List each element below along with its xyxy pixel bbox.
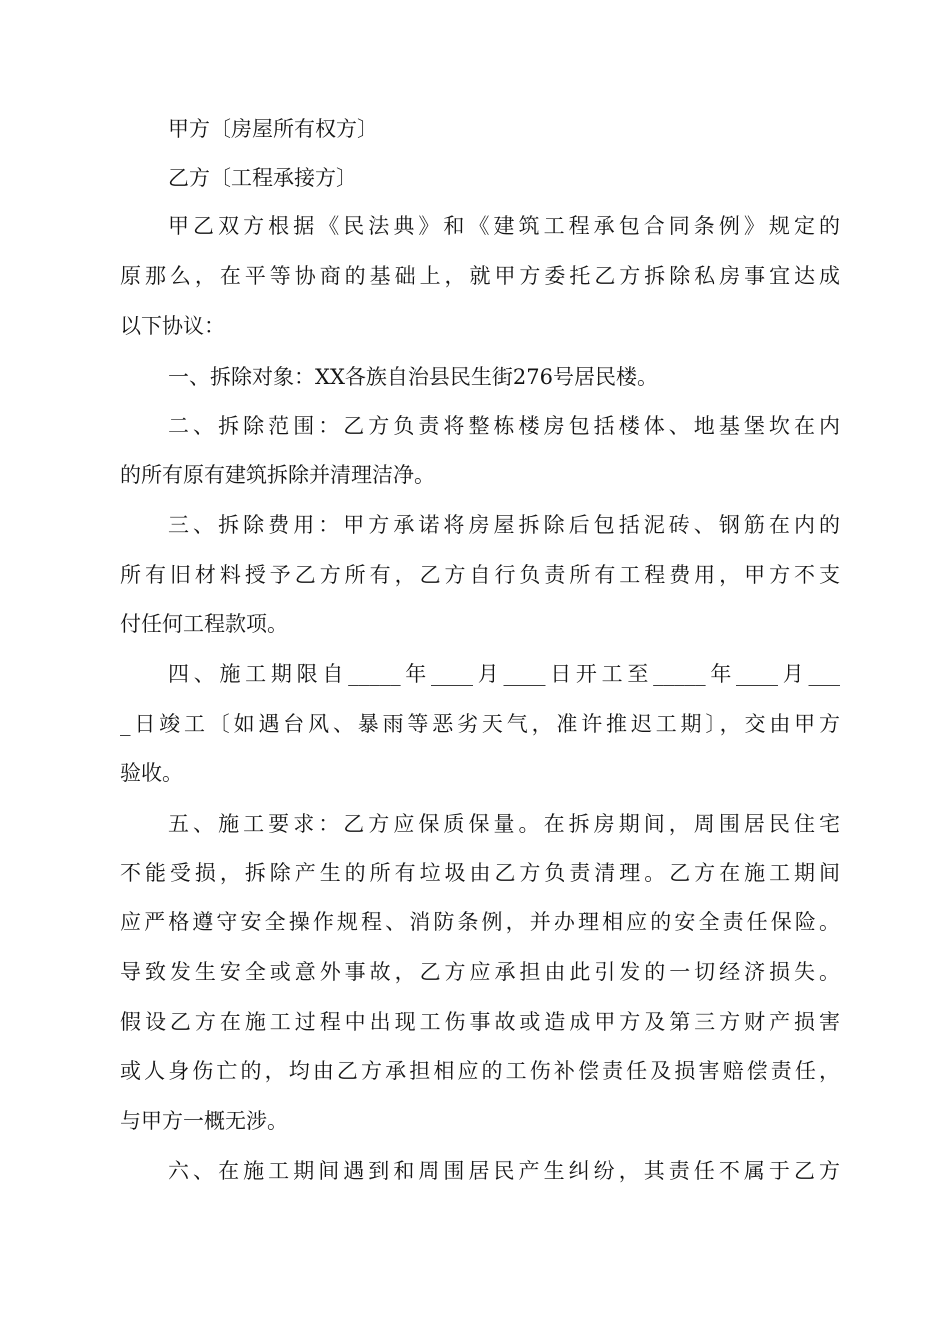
clause-5-line-5: 假设乙方在施工过程中出现工伤事故或造成甲方及第三方财产损害	[120, 1010, 840, 1034]
party-b-line: 乙方〔工程承接方〕	[168, 166, 357, 190]
clause-5-line-3: 应严格遵守安全操作规程、消防条例，并办理相应的安全责任保险。	[120, 910, 840, 934]
clause-6-line-1: 六、在施工期间遇到和周围居民产生纠纷，其责任不属于乙方	[168, 1159, 840, 1183]
intro-line-2: 原那么，在平等协商的基础上，就甲方委托乙方拆除私房事宜达成	[120, 264, 840, 288]
clause-5-line-7: 与甲方一概无涉。	[120, 1109, 288, 1133]
intro-line-1: 甲乙双方根据《民法典》和《建筑工程承包合同条例》规定的	[168, 214, 840, 238]
clause-5-line-6: 或人身伤亡的，均由乙方承担相应的工伤补偿责任及损害赔偿责任，	[120, 1059, 840, 1083]
clause-3-line-3: 付任何工程款项。	[120, 612, 288, 636]
clause-4-line-2: _日竣工〔如遇台风、暴雨等恶劣天气，准许推迟工期〕，交由甲方	[120, 712, 840, 736]
clause-1-line-1: 一、拆除对象：XX各族自治县民生街276号居民楼。	[168, 365, 658, 389]
party-a-line: 甲方〔房屋所有权方〕	[168, 117, 378, 141]
intro-line-3: 以下协议：	[120, 314, 225, 338]
clause-5-line-2: 不能受损，拆除产生的所有垃圾由乙方负责清理。乙方在施工期间	[120, 861, 840, 885]
clause-4-line-3: 验收。	[120, 761, 183, 785]
clause-3-line-1: 三、拆除费用：甲方承诺将房屋拆除后包括泥砖、钢筋在内的	[168, 513, 840, 537]
clause-2-line-2: 的所有原有建筑拆除并清理洁净。	[120, 463, 435, 487]
clause-3-line-2: 所有旧材料授予乙方所有，乙方自行负责所有工程费用，甲方不支	[120, 563, 840, 587]
clause-5-line-1: 五、施工要求：乙方应保质保量。在拆房期间，周围居民住宅	[168, 812, 840, 836]
clause-2-line-1: 二、拆除范围：乙方负责将整栋楼房包括楼体、地基堡坎在内	[168, 414, 840, 438]
clause-4-line-1: 四、施工期限自_____年____月____日开工至_____年____月___	[168, 662, 840, 686]
clause-5-line-4: 导致发生安全或意外事故，乙方应承担由此引发的一切经济损失。	[120, 960, 840, 984]
